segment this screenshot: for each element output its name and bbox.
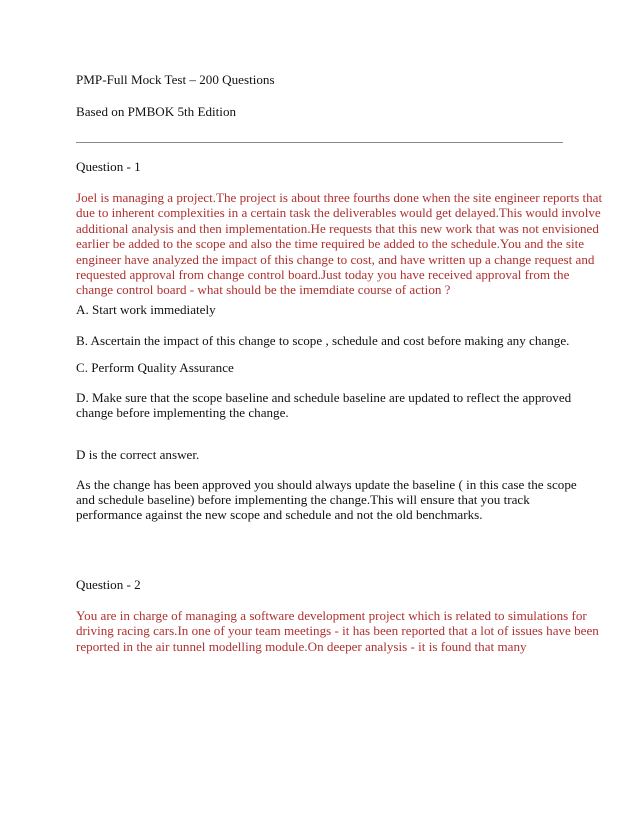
question-2-line: driving racing cars.In one of your team meetings - it has been reported that a lot of issues have been (76, 623, 599, 639)
answer-statement: D is the correct answer. (76, 447, 200, 462)
option-d-line: D. Make sure that the scope baseline and schedule baseline are updated to reflect the approved (76, 390, 572, 405)
answer-explanation (76, 477, 577, 522)
question-1-heading: Question - 1 (76, 159, 141, 174)
option-d-line: change before implementing the change. (76, 405, 289, 420)
question-1-line: Joel is managing a project.The project is about three fourths done when the site engineer reports that (76, 190, 603, 205)
question-1-line: additional analysis and then implementation.He requests that this new work that was not envisioned (76, 220, 599, 236)
question-1-line: requested approval from change control board.Just today you have received approval from the (76, 267, 570, 283)
question-2-line: You are in charge of managing a software development project which is related to simulations for (76, 608, 587, 623)
question-1-line: earlier be added to the scope and also the time required be added to the schedule.You and the site (76, 236, 585, 252)
document-subtitle: Based on PMBOK 5th Edition (76, 104, 237, 119)
question-1-line: engineer have analyzed the impact of this change to cost, and have written up a change request and (76, 251, 595, 267)
question-2-heading: Question - 2 (76, 577, 141, 592)
explanation-line: performance against the new scope and schedule and not the old benchmarks. (76, 507, 483, 522)
question-1-text (76, 190, 602, 298)
explanation-line: As the change has been approved you should always update the baseline ( in this case the scope (76, 477, 577, 492)
question-2-line: reported in the air tunnel modelling module.On deeper analysis - it is found that many (76, 638, 527, 654)
document-title: PMP-Full Mock Test – 200 Questions (76, 72, 275, 87)
question-1-line: change control board - what should be the imemdiate course of action ? (76, 282, 451, 298)
header-divider (76, 142, 563, 143)
option-d (76, 390, 571, 420)
question-2-text (76, 608, 599, 654)
option-b: B. Ascertain the impact of this change to scope , schedule and cost before making any change. (76, 333, 570, 348)
question-1-line: due to inherent complexities in a certain task the deliverables would get delayed.This would involve (76, 205, 601, 221)
explanation-line: and schedule baseline) before implementing the change.This will ensure that you track (76, 492, 530, 507)
option-a: A. Start work immediately (76, 302, 216, 317)
option-c: C. Perform Quality Assurance (76, 360, 234, 375)
